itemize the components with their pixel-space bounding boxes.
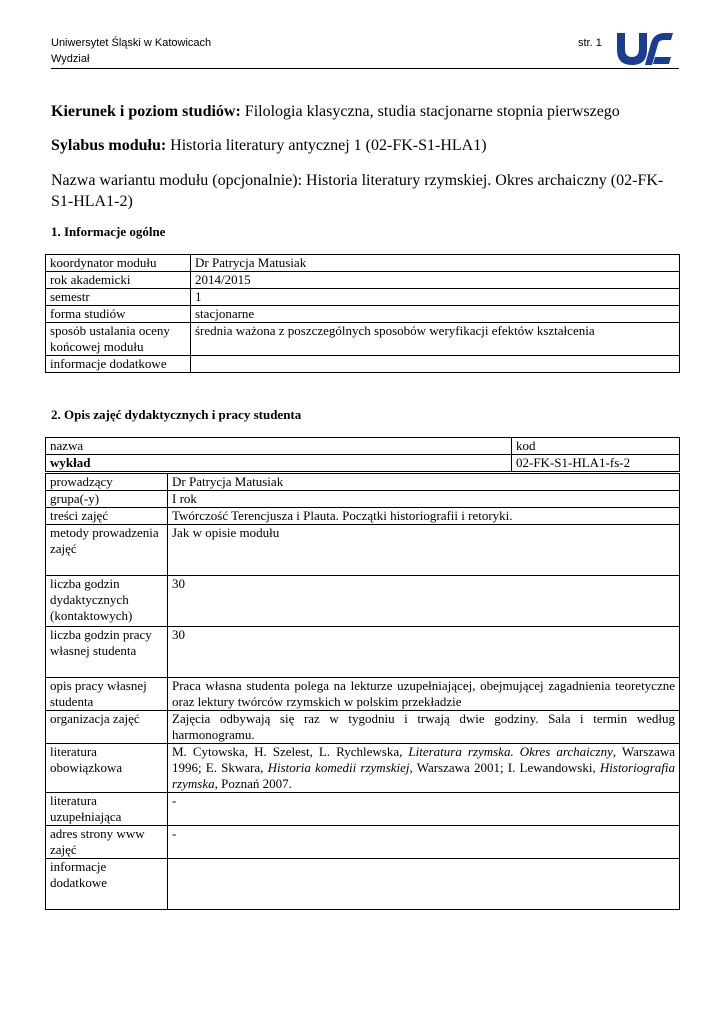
row-label: sposób ustalania oceny końcowej modułu (46, 323, 191, 356)
row-value (168, 859, 680, 910)
citation-text: , Warszawa 2001; I. Lewandowski, (409, 760, 600, 775)
row-value (191, 356, 680, 373)
table-row (46, 474, 680, 491)
study-direction (51, 101, 681, 122)
row-value: Dr Patrycja Matusiak (191, 255, 680, 272)
table-row (46, 711, 680, 744)
section-1-heading: 1. Informacje ogólne (51, 224, 166, 239)
table-row (46, 255, 680, 272)
course-details-table (45, 473, 680, 910)
book-title: Literatura rzymska. Okres archaiczny (408, 744, 613, 759)
row-label: treści zajęć (46, 508, 168, 525)
book-title: Historia komedii rzymskiej (267, 760, 410, 775)
study-direction-value: Filologia klasyczna, studia stacjonarne stopnia pierwszego (244, 103, 620, 120)
table-row (46, 744, 680, 793)
header-institution (51, 35, 211, 67)
course-name: wykład (46, 455, 512, 472)
row-value: - (168, 826, 680, 859)
table-row (46, 525, 680, 576)
row-label: metody prowadzenia zajęć (46, 525, 168, 576)
row-label: koordynator modułu (46, 255, 191, 272)
citation-text: , Warszawa 1996; E. Skwara, (172, 744, 675, 775)
table-row (46, 455, 680, 472)
row-label: rok akademicki (46, 272, 191, 289)
citation-text: M. Cytowska, H. Szelest, L. Rychlewska, (172, 744, 409, 759)
syllabus-value: Historia literatury antycznej 1 (02-FK-S1-HLA1) (170, 137, 487, 154)
row-value: Jak w opisie modułu (168, 525, 680, 576)
row-label: prowadzący (46, 474, 168, 491)
row-label: literatura uzupełniająca (46, 793, 168, 826)
row-value: Zajęcia odbywają się raz w tygodniu i trwają dwie godziny. Sala i termin według harmonogramu. (168, 711, 680, 744)
page-number: str. 1 (578, 37, 602, 49)
table-row (46, 356, 680, 373)
row-label: forma studiów (46, 306, 191, 323)
syllabus-label: Sylabus modułu: (51, 137, 167, 154)
module-variant: Nazwa wariantu modułu (opcjonalnie): Historia literatury rzymskiej. Okres archaiczny (02-FK-S1-HLA1-2) (51, 172, 664, 210)
faculty-name: Wydział (51, 53, 90, 65)
table-row (46, 323, 680, 356)
row-value: I rok (168, 491, 680, 508)
row-value: 30 (168, 576, 680, 627)
table-row (46, 508, 680, 525)
book-title: Historiografia rzymska (172, 760, 676, 791)
study-direction-label: Kierunek i poziom studiów: (51, 103, 241, 120)
row-value (168, 744, 680, 793)
table-row (46, 678, 680, 711)
row-value: stacjonarne (191, 306, 680, 323)
row-label: informacje dodatkowe (46, 356, 191, 373)
row-label: grupa(-y) (46, 491, 168, 508)
code-header: kod (512, 438, 680, 455)
row-value: 30 (168, 627, 680, 678)
table-row (46, 438, 680, 455)
university-name: Uniwersytet Śląski w Katowicach (51, 37, 212, 49)
row-label: liczba godzin pracy własnej studenta (46, 627, 168, 678)
course-header-table (45, 437, 680, 472)
syllabus-title (51, 135, 681, 156)
row-label: opis pracy własnej studenta (46, 678, 168, 711)
table-row (46, 576, 680, 627)
table-row (46, 491, 680, 508)
row-value: - (168, 793, 680, 826)
table-row (46, 826, 680, 859)
section-2-heading: 2. Opis zajęć dydaktycznych i pracy studenta (51, 407, 302, 422)
row-label: organizacja zajęć (46, 711, 168, 744)
university-logo-icon (615, 31, 675, 67)
row-value: średnia ważona z poszczególnych sposobów weryfikacji efektów kształcenia (191, 323, 680, 356)
row-value: Dr Patrycja Matusiak (168, 474, 680, 491)
table-row (46, 272, 680, 289)
row-label: semestr (46, 289, 191, 306)
row-value: 2014/2015 (191, 272, 680, 289)
table-row (46, 793, 680, 826)
course-code: 02-FK-S1-HLA1-fs-2 (512, 455, 680, 472)
citation-text: , Poznań 2007. (214, 776, 292, 791)
row-value: 1 (191, 289, 680, 306)
row-label: liczba godzin dydaktycznych (kontaktowych) (46, 576, 168, 627)
row-value: Twórczość Terencjusza i Plauta. Początki historiografii i retoryki. (168, 508, 680, 525)
row-label: adres strony www zajęć (46, 826, 168, 859)
table-row (46, 306, 680, 323)
row-label: informacje dodatkowe (46, 859, 168, 910)
general-info-table (45, 254, 680, 373)
table-row (46, 859, 680, 910)
row-value: Praca własna studenta polega na lekturze uzupełniającej, obejmującej zagadnienia teoretyczne oraz lektury twórców rzymskich w polskim przekładzie (168, 678, 680, 711)
header-rule (51, 68, 679, 69)
table-row (46, 627, 680, 678)
table-row (46, 289, 680, 306)
name-header: nazwa (46, 438, 512, 455)
row-label: literatura obowiązkowa (46, 744, 168, 793)
